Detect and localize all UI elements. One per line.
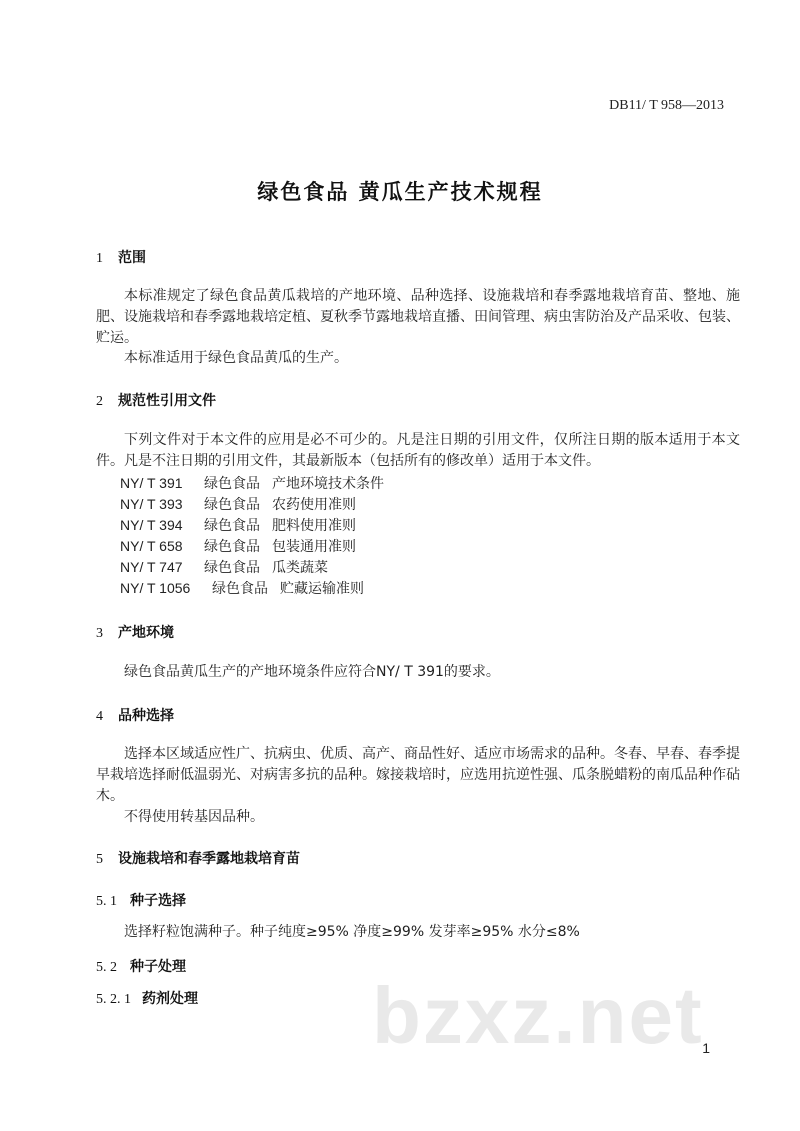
section-1-paragraph-2: 本标准适用于绿色食品黄瓜的生产。 [124, 350, 348, 366]
section-5-2-1-heading [96, 988, 198, 1008]
ref-name: 瓜类蔬菜 [272, 560, 328, 576]
section-number: 5. 1 [96, 894, 117, 909]
section-title: 范围 [118, 250, 146, 266]
section-1-heading [96, 247, 146, 267]
ref-name: 肥料使用准则 [272, 518, 356, 534]
ref-code: NY/ T 747 [120, 559, 183, 575]
section-title: 产地环境 [118, 625, 174, 641]
ref-code: NY/ T 658 [120, 538, 183, 554]
ref-name: 农药使用准则 [272, 497, 356, 513]
page-number: 1 [702, 1040, 710, 1056]
ref-code: NY/ T 393 [120, 496, 183, 512]
section-number: 4 [96, 709, 103, 724]
section-1-paragraph-1: 本标准规定了绿色食品黄瓜栽培的产地环境、品种选择、设施栽培和春季露地栽培育苗、整地、施肥、设施栽培和春季露地栽培定植、夏秋季节露地栽培直播、田间管理、病虫害防治及产品采收、包装、贮运。 [96, 288, 740, 346]
section-number: 5. 2. 1 [96, 992, 131, 1007]
ref-category: 绿色食品 [204, 497, 260, 513]
reference-item [120, 536, 356, 556]
ref-code: NY/ T 394 [120, 517, 183, 533]
section-title: 规范性引用文件 [118, 393, 216, 409]
section-title: 药剂处理 [142, 991, 198, 1007]
ref-category: 绿色食品 [204, 560, 260, 576]
section-number: 1 [96, 251, 103, 266]
section-4-paragraph-2: 不得使用转基因品种。 [124, 809, 264, 825]
section-3-heading [96, 622, 174, 642]
reference-item [120, 557, 328, 577]
section-2-paragraph-1: 下列文件对于本文件的应用是必不可少的。凡是注日期的引用文件，仅所注日期的版本适用于本文件。凡是不注日期的引用文件，其最新版本（包括所有的修改单）适用于本文件。 [96, 432, 740, 469]
section-title: 种子处理 [130, 959, 186, 975]
section-number: 5. 2 [96, 960, 117, 975]
document-code: DB11/ T 958—2013 [609, 98, 724, 113]
reference-item [120, 494, 356, 514]
section-title: 设施栽培和春季露地栽培育苗 [118, 851, 300, 867]
ref-code: NY/ T 1056 [120, 580, 191, 596]
section-number: 5 [96, 852, 103, 867]
section-4-heading [96, 705, 174, 725]
section-title: 品种选择 [118, 708, 174, 724]
section-4-paragraph-1: 选择本区域适应性广、抗病虫、优质、高产、商品性好、适应市场需求的品种。冬春、早春、春季提早栽培选择耐低温弱光、对病害多抗的品种。嫁接栽培时，应选用抗逆性强、瓜条脱蜡粉的南瓜品种作砧木。 [96, 746, 740, 804]
reference-item [120, 578, 364, 598]
section-5-2-heading [96, 956, 186, 976]
reference-item [120, 515, 356, 535]
section-number: 2 [96, 394, 103, 409]
ref-category: 绿色食品 [204, 476, 260, 492]
section-title: 种子选择 [130, 893, 186, 909]
section-3-paragraph-1: 绿色食品黄瓜生产的产地环境条件应符合NY/ T 391的要求。 [124, 664, 500, 680]
section-5-1-paragraph-1: 选择籽粒饱满种子。种子纯度≥95% 净度≥99% 发芽率≥95% 水分≤8% [124, 924, 580, 940]
watermark: bzxz.net [372, 971, 704, 1060]
ref-name: 产地环境技术条件 [272, 476, 384, 492]
ref-category: 绿色食品 [212, 581, 268, 597]
section-5-heading [96, 848, 300, 868]
ref-name: 贮藏运输准则 [280, 581, 364, 597]
ref-name: 包装通用准则 [272, 539, 356, 555]
document-title: 绿色食品 黄瓜生产技术规程 [257, 180, 543, 204]
section-5-1-heading [96, 890, 186, 910]
ref-category: 绿色食品 [204, 539, 260, 555]
ref-code: NY/ T 391 [120, 475, 183, 491]
ref-category: 绿色食品 [204, 518, 260, 534]
section-2-heading [96, 390, 216, 410]
reference-item [120, 473, 384, 493]
section-number: 3 [96, 626, 103, 641]
